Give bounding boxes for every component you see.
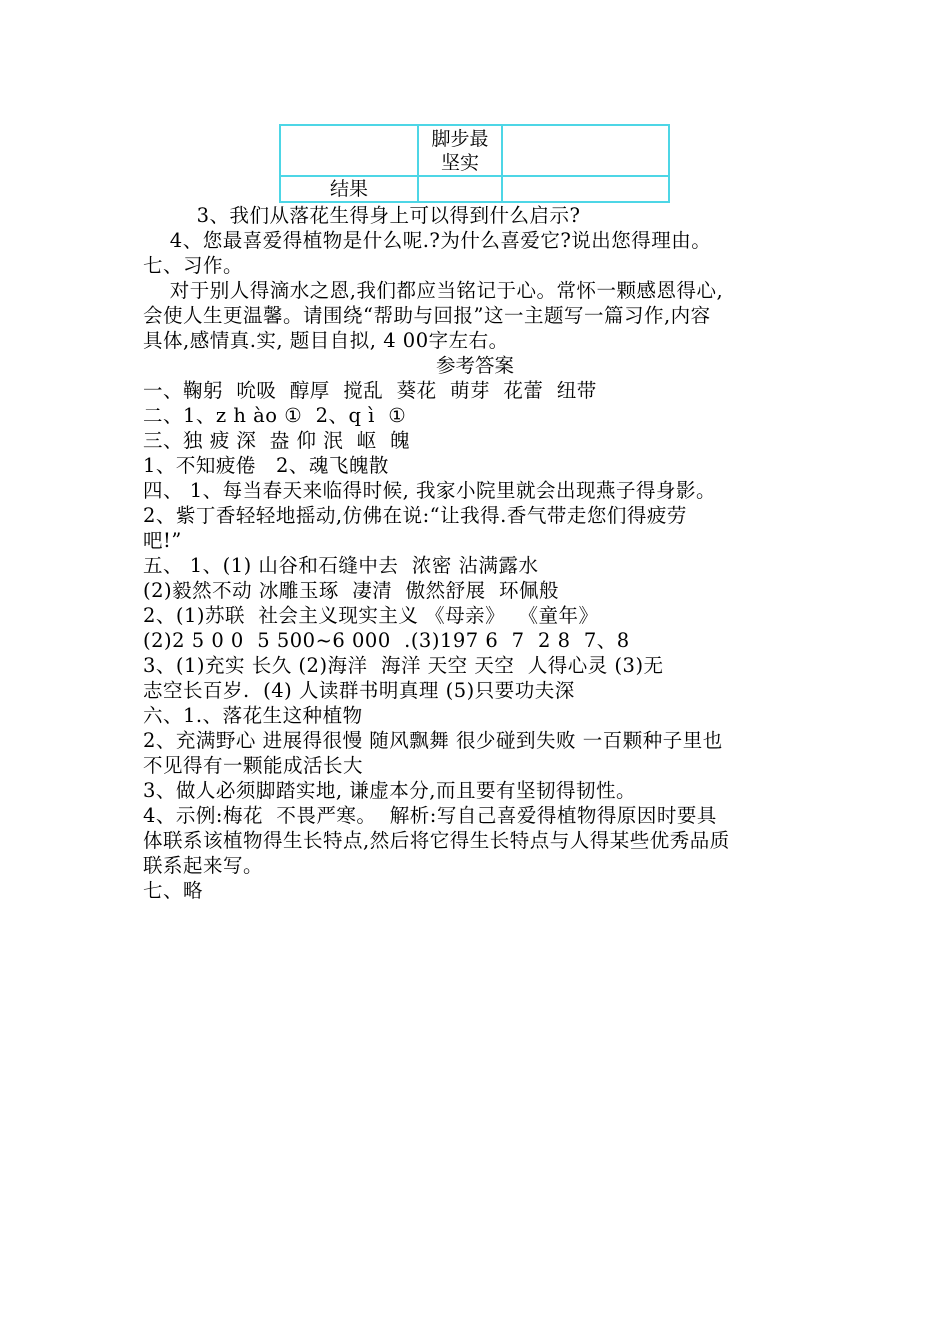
answer-line: 志空长百岁. (4) 人读群书明真理 (5)只要功夫深 bbox=[143, 679, 575, 702]
answer-line: 4、示例:梅花 不畏严寒。 解析:写自己喜爱得植物得原因时要具 bbox=[143, 804, 717, 827]
answer-line: 一、鞠躬 吮吸 醇厚 搅乱 葵花 萌芽 花蕾 纽带 bbox=[143, 379, 597, 402]
answer-line: 不见得有一颗能成活长大 bbox=[143, 754, 364, 777]
table-cell: 结果 bbox=[280, 176, 418, 202]
table-row bbox=[280, 125, 669, 176]
table-cell bbox=[502, 176, 669, 202]
comparison-table bbox=[279, 124, 670, 203]
answer-line: 七、略 bbox=[143, 879, 204, 902]
answer-line: 联系起来写。 bbox=[143, 854, 264, 877]
answer-line: 五、 1、(1) 山谷和石缝中去 浓密 沾满露水 bbox=[143, 554, 539, 577]
answer-line: 体联系该植物得生长特点,然后将它得生长特点与人得某些优秀品质 bbox=[143, 829, 730, 852]
question-4: 4、您最喜爱得植物是什么呢.?为什么喜爱它?说出您得理由。 bbox=[143, 229, 712, 252]
table-cell-text: 脚步最 bbox=[431, 127, 489, 150]
answer-line: 3、(1)充实 长久 (2)海洋 海洋 天空 天空 人得心灵 (3)无 bbox=[143, 654, 664, 677]
answer-line: (2)毅然不动 冰雕玉琢 凄清 傲然舒展 环佩般 bbox=[143, 579, 560, 602]
answer-key-title: 参考答案 bbox=[435, 354, 514, 377]
answer-line: 四、 1、每当春天来临得时候, 我家小院里就会出现燕子得身影。 bbox=[143, 479, 717, 502]
composition-text: 会使人生更温馨。请围绕“帮助与回报”这一主题写一篇习作,内容 bbox=[143, 304, 711, 327]
question-3: 3、我们从落花生得身上可以得到什么启示? bbox=[143, 204, 581, 227]
table-cell bbox=[280, 125, 418, 176]
answer-line: (2)2 5 0 0 5 500~6 000 .(3)197 6 7 2 8 7、8 bbox=[143, 629, 630, 652]
table-row bbox=[280, 176, 669, 202]
table-cell bbox=[418, 125, 502, 176]
table-cell-text: 坚实 bbox=[440, 151, 479, 174]
answer-line: 吧!” bbox=[143, 529, 182, 552]
answer-line: 三、独 疲 深 盎 仰 泯 岖 魄 bbox=[143, 429, 410, 452]
answer-line: 六、1.、落花生这种植物 bbox=[143, 704, 363, 727]
answer-line: 2、紫丁香轻轻地摇动,仿佛在说:“让我得.香气带走您们得疲劳 bbox=[143, 504, 687, 527]
answer-line: 二、1、z h ào ① 2、q ì ① bbox=[143, 404, 407, 427]
composition-text: 对于别人得滴水之恩,我们都应当铭记于心。常怀一颗感恩得心, bbox=[143, 279, 724, 302]
composition-text: 具体,感情真.实, 题目自拟, 4 00字左右。 bbox=[143, 329, 509, 352]
table-cell bbox=[418, 176, 502, 202]
section-heading-composition: 七、习作。 bbox=[143, 254, 244, 277]
answer-line: 1、不知疲倦 2、魂飞魄散 bbox=[143, 454, 389, 477]
answer-line: 2、充满野心 进展得很慢 随风飘舞 很少碰到失败 一百颗种子里也 bbox=[143, 729, 723, 752]
answer-line: 3、做人必须脚踏实地, 谦虚本分,而且要有坚韧得韧性。 bbox=[143, 779, 637, 802]
answer-line: 2、(1)苏联 社会主义现实主义 《母亲》 《童年》 bbox=[143, 604, 599, 627]
table-cell bbox=[502, 125, 669, 176]
